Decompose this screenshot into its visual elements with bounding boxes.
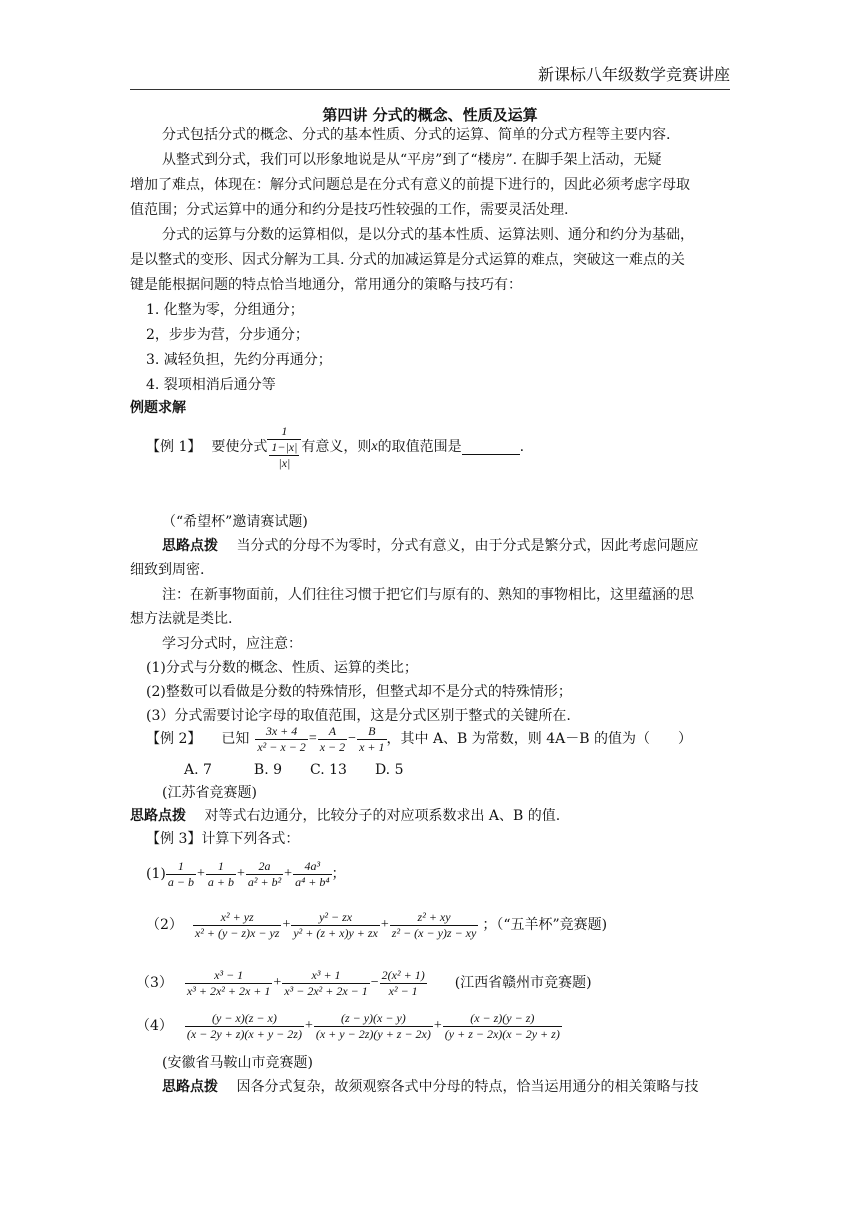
- fraction: [193, 910, 282, 941]
- hint-text: 当分式的分母不为零时，分式有意义，由于分式是繁分式，因此考虑问题应: [236, 538, 699, 554]
- plus-sign: +: [284, 866, 293, 881]
- hint-line: [162, 1077, 698, 1097]
- example-text: 要使分式: [211, 439, 268, 455]
- hint-label: 思路点拨: [162, 1079, 218, 1095]
- fraction-numerator: 3x + 4: [255, 724, 307, 740]
- intro-line: 值范围；分式运算中的通分和约分是技巧性较强的工作，需要灵活处理.: [130, 202, 569, 218]
- fraction: [206, 859, 236, 890]
- plus-sign: +: [380, 917, 389, 932]
- fraction: [443, 1011, 562, 1042]
- plus-sign: +: [236, 866, 245, 881]
- fraction-numerator: 1: [267, 424, 301, 440]
- fraction-numerator: x³ − 1: [185, 968, 272, 984]
- intro-line: 是以整式的变形、因式分解为工具. 分式的加减运算是分式运算的难点，突破这一难点的关: [130, 252, 685, 268]
- fraction-denominator: (x + y − 2z)(y + z − 2x): [315, 1026, 431, 1041]
- fraction-numerator: 2(x² + 1): [381, 967, 425, 982]
- exercise-label: (1): [146, 866, 166, 882]
- fraction-denominator: x³ + 2x² + 2x + 1: [186, 983, 271, 998]
- fraction: [318, 724, 347, 755]
- variable: x: [371, 439, 378, 454]
- fraction-numerator: 1: [206, 859, 236, 875]
- fraction-numerator: x³ + 1: [282, 968, 369, 984]
- example-text: .: [519, 439, 525, 455]
- intro-line: 键是能根据问题的特点恰当地通分，常用通分的策略与技巧有：: [130, 277, 522, 293]
- intro-line: 分式包括分式的概念、分式的基本性质、分式的运算、简单的分式方程等主要内容.: [162, 127, 671, 143]
- strategy-item: 4. 裂项相消后通分等: [146, 377, 276, 393]
- study-line: 学习分式时，应注意：: [162, 636, 302, 652]
- fraction: [291, 910, 380, 941]
- example-text: 有意义，则: [301, 439, 372, 455]
- plus-sign: +: [433, 1018, 442, 1033]
- fraction-denominator: (x − 2y + z)(x + y − 2z): [186, 1026, 302, 1041]
- study-point: (1)分式与分数的概念、性质、运算的类比；: [146, 660, 418, 676]
- fraction-denominator: x³ − 2x² + 2x − 1: [284, 983, 368, 998]
- fraction-numerator: (z − y)(x − y): [314, 1011, 433, 1027]
- fraction-numerator: (y − x)(z − x): [185, 1011, 304, 1027]
- fraction-numerator: 1−|x|: [271, 439, 298, 454]
- inner-fraction: [269, 440, 299, 471]
- fraction-denominator: x² + (y − z)x − yz: [194, 925, 280, 940]
- fraction-numerator: y² − zx: [291, 910, 380, 926]
- exercise-4: [136, 1006, 562, 1046]
- plus-sign: +: [196, 866, 205, 881]
- answer-blank: [462, 440, 520, 455]
- plus-sign: +: [282, 917, 291, 932]
- fraction-denominator: y² + (z + x)y + zx: [293, 925, 378, 940]
- example-3-label: 【例 3】计算下列各式：: [146, 831, 300, 847]
- fraction: [390, 910, 479, 941]
- example-text: 已知: [221, 731, 250, 747]
- fraction: [185, 1011, 304, 1042]
- fraction-numerator: 4a³: [293, 859, 331, 875]
- example-source: (江苏省竞赛题): [162, 785, 257, 801]
- example-source: ；（“五羊杯”竞赛题): [482, 917, 608, 933]
- lecture-title: 第四讲 分式的概念、性质及运算: [322, 106, 538, 124]
- plus-sign: +: [273, 975, 282, 990]
- fraction-numerator: 1: [166, 859, 196, 875]
- fraction-numerator: (x − z)(y − z): [443, 1011, 562, 1027]
- fraction-denominator: a⁴ + b⁴: [295, 874, 330, 889]
- strategy-item: 3. 减轻负担，先约分再通分；: [146, 352, 332, 368]
- compound-fraction: [267, 424, 301, 471]
- example-source: （“希望杯”邀请赛试题): [162, 514, 308, 530]
- example-2: [146, 719, 692, 759]
- minus-sign: −: [348, 731, 357, 746]
- exercise-label: （2）: [146, 917, 183, 933]
- exercise-end: ；: [331, 866, 346, 882]
- hint-line: [162, 536, 698, 556]
- intro-line: 从整式到分式，我们可以形象地说是从“平房”到了“楼房”. 在脚手架上活动，无疑: [162, 152, 662, 168]
- strategy-item: 1. 化整为零，分组通分；: [146, 302, 304, 318]
- example-text: ，其中 A、B 为常数，则 4A－B 的值为（ ）: [386, 731, 693, 747]
- fraction: [166, 859, 196, 890]
- example-label: 【例 1】: [146, 439, 202, 455]
- fraction-denominator: z² − (x − y)z − xy: [391, 925, 477, 940]
- fraction: [246, 859, 283, 890]
- hint-text: 对等式右边通分，比较分子的对应项系数求出 A、B 的值.: [204, 808, 561, 824]
- fraction: [357, 724, 386, 755]
- note-line: 注：在新事物面前，人们往往习惯于把它们与原有的、熟知的事物相比，这里蕴涵的思: [162, 587, 694, 603]
- fraction: [293, 859, 331, 890]
- fraction: [282, 968, 369, 999]
- fraction-denominator: (y + z − 2x)(x − 2y + z): [444, 1026, 560, 1041]
- example-text: 的取值范围是: [377, 439, 462, 455]
- fraction: [185, 968, 272, 999]
- fraction-numerator: z² + xy: [390, 910, 479, 926]
- note-line: 想方法就是类比.: [130, 611, 233, 627]
- running-header: 新课标八年级数学竞赛讲座: [130, 62, 730, 90]
- fraction-denominator: a² + b²: [247, 874, 282, 889]
- hint-label: 思路点拨: [130, 808, 186, 824]
- hint-label: 思路点拨: [162, 538, 218, 554]
- fraction-numerator: 2a: [246, 859, 283, 875]
- fraction: [314, 1011, 433, 1042]
- minus-sign: −: [370, 975, 379, 990]
- example-source: (安徽省马鞍山市竞赛题): [162, 1055, 313, 1071]
- exercise-3: [136, 963, 592, 1003]
- hint-line: 细致到周密.: [130, 562, 205, 578]
- fraction-denominator: x − 2: [319, 739, 346, 754]
- hint-line: [130, 806, 560, 826]
- example-source: (江西省赣州市竞赛题): [454, 975, 592, 991]
- study-point: (3）分式需要讨论字母的取值范围，这是分式区别于整式的关键所在.: [146, 708, 571, 724]
- fraction: [255, 724, 307, 755]
- fraction-denominator: |x|: [278, 455, 291, 470]
- example-label: 【例 2】: [146, 731, 202, 747]
- fraction-denominator: x² − 1: [388, 983, 418, 998]
- exercise-2: [146, 905, 607, 945]
- fraction-denominator: x² − x − 2: [257, 739, 306, 754]
- fraction-numerator: B: [357, 724, 386, 740]
- plus-sign: +: [304, 1018, 313, 1033]
- strategy-item: 2，步步为营，分步通分；: [146, 327, 309, 343]
- hint-text: 因各分式复杂，故须观察各式中分母的特点，恰当运用通分的相关策略与技: [236, 1079, 699, 1095]
- fraction-denominator: a − b: [167, 874, 194, 889]
- exercise-label: （4）: [136, 1018, 173, 1034]
- exercise-label: （3）: [136, 975, 173, 991]
- exercise-1: [146, 854, 346, 894]
- answer-options: A. 7 B. 9 C. 13 D. 5: [184, 762, 404, 778]
- intro-line: 增加了难点，体现在：解分式问题总是在分式有意义的前提下进行的，因此必须考虑字母取: [130, 177, 690, 193]
- study-point: (2)整数可以看做是分数的特殊情形，但整式却不是分式的特殊情形；: [146, 684, 572, 700]
- section-heading: 例题求解: [130, 400, 186, 416]
- fraction-numerator: x² + yz: [193, 910, 282, 926]
- example-1: [146, 412, 524, 482]
- equals-sign: =: [308, 731, 317, 746]
- fraction-denominator: a + b: [207, 874, 234, 889]
- fraction-denominator: x + 1: [359, 739, 385, 754]
- fraction-numerator: A: [318, 724, 347, 740]
- fraction: [380, 968, 427, 999]
- intro-line: 分式的运算与分数的运算相似，是以分式的基本性质、运算法则、通分和约分为基础，: [162, 227, 694, 243]
